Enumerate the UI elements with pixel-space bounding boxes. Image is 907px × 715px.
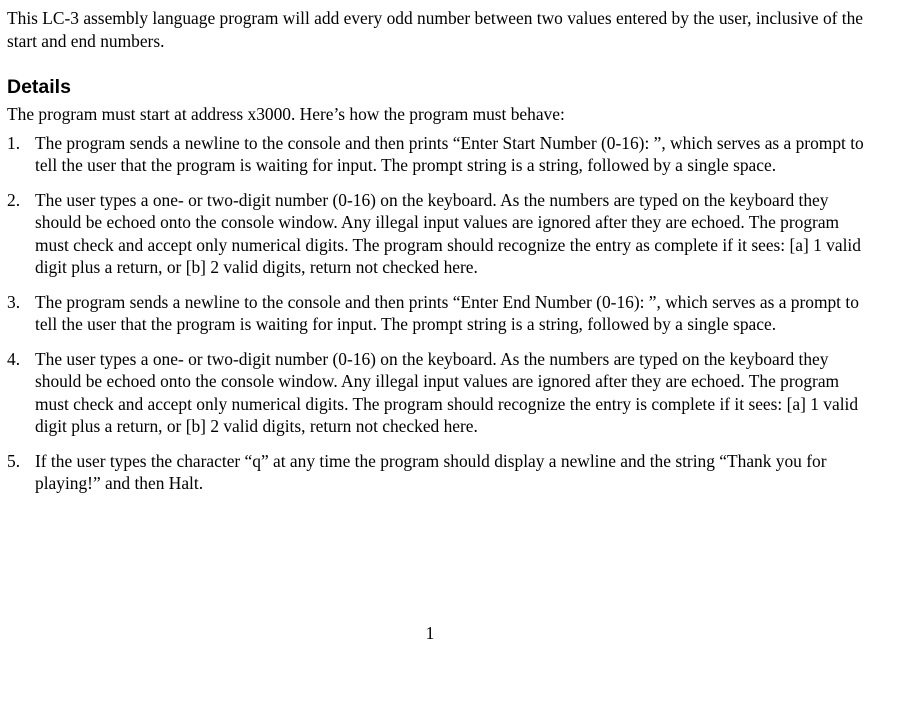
document-page: [7, 7, 867, 495]
intro-paragraph: This LC-3 assembly language program will add every odd number between two values entered by the user, inclusive of the start and end numbers.: [7, 8, 864, 51]
step-number: 1.: [7, 132, 21, 153]
step-item-5: [7, 450, 867, 495]
step-text: The user types a one- or two-digit number (0-16) on the keyboard. As the numbers are typed on the keyboard they should be echoed onto the console window. Any illegal input values are ignored after they are echoed. The program must check and accept only numerical digits. The program should recognize the entry as complete if it sees: [a] 1 valid digit plus a return, or [b] 2 valid digits, return not checked here.: [35, 189, 861, 277]
step-number: 4.: [7, 348, 21, 369]
step-text: The program sends a newline to the console and then prints “Enter End Number (0-16): ”, which serves as a prompt to tell the user that the program is waiting for input. The prompt string is a string, followed by a single space.: [35, 291, 859, 334]
steps-list: [7, 132, 867, 495]
step-item-2: [7, 189, 867, 279]
step-number: 2.: [7, 189, 21, 210]
step-text: The program sends a newline to the console and then prints “Enter Start Number (0-16): ”, which serves as a prompt to tell the user that the program is waiting for input. The prompt string is a string, followed by a single space.: [35, 132, 864, 175]
step-text: If the user types the character “q” at any time the program should display a newline and the string “Thank you for playing!” and then Halt.: [35, 450, 827, 493]
step-number: 5.: [7, 450, 21, 471]
step-item-4: [7, 348, 867, 438]
lead-paragraph: The program must start at address x3000. Here’s how the program must behave:: [7, 104, 565, 124]
page-number: 1: [425, 623, 435, 643]
step-item-1: [7, 132, 867, 177]
step-item-3: [7, 291, 867, 336]
section-heading: Details: [7, 76, 71, 98]
step-number: 3.: [7, 291, 21, 312]
step-text: The user types a one- or two-digit number (0-16) on the keyboard. As the numbers are typed on the keyboard they should be echoed onto the console window. Any illegal input values are ignored after they are echoed. The program must check and accept only numerical digits. The program should recognize the entry is complete if it sees: [a] 1 valid digit plus a return, or [b] 2 valid digits, return not checked here.: [35, 348, 859, 436]
